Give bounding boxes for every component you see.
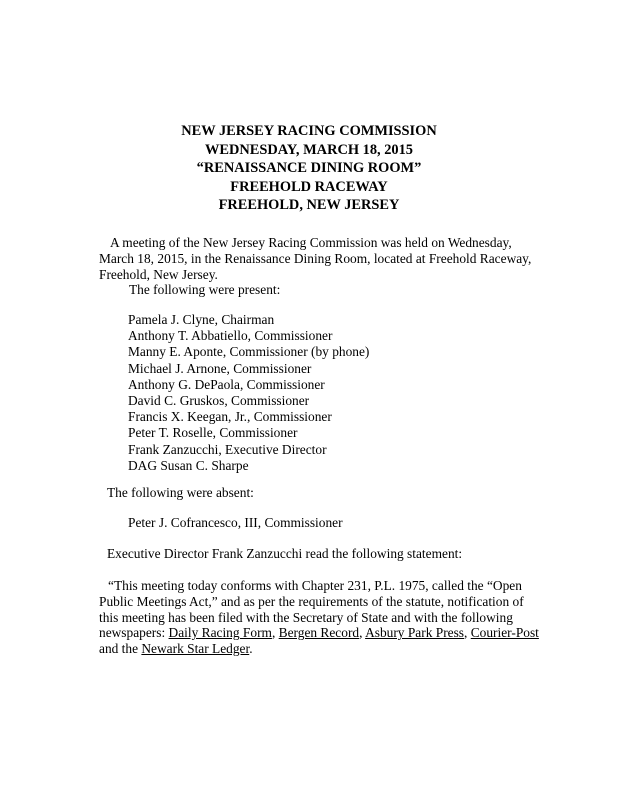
present-member: Anthony T. Abbatiello, Commissioner: [128, 328, 333, 344]
newspaper-asbury-park-press: Asbury Park Press: [365, 625, 465, 641]
newspaper-daily-racing-form: Daily Racing Form: [168, 625, 272, 641]
separator: ,: [464, 625, 471, 641]
present-member: Peter T. Roselle, Commissioner: [128, 425, 298, 441]
absent-member: Peter J. Cofrancesco, III, Commissioner: [128, 515, 343, 530]
statement-intro: Executive Director Frank Zanzucchi read the following statement:: [107, 546, 463, 561]
newspaper-courier-post: Courier-Post: [470, 625, 539, 641]
header-room: “RENAISSANCE DINING ROOM”: [196, 160, 422, 176]
present-member: DAG Susan C. Sharpe: [128, 457, 249, 473]
present-member: Francis X. Keegan, Jr., Commissioner: [128, 409, 332, 425]
present-member: Michael J. Arnone, Commissioner: [128, 360, 312, 376]
statement-text: “This meeting today conforms with Chapter 231, P.L. 1975, called the “Open Public Meetings Act,” and as per the requirements of the statute, notification of this meeting has been filed with the Secretary of State and with the following newspapers:: [99, 578, 524, 641]
separator: and the: [99, 641, 142, 657]
present-list: [128, 312, 369, 474]
period: .: [249, 641, 253, 657]
absent-list: [128, 515, 343, 531]
header-location: FREEHOLD, NEW JERSEY: [218, 197, 400, 213]
present-member: Pamela J. Clyne, Chairman: [128, 312, 275, 327]
header-date: WEDNESDAY, MARCH 18, 2015: [204, 141, 414, 158]
newspaper-bergen-record: Bergen Record: [278, 625, 360, 641]
absent-label: The following were absent:: [107, 485, 254, 500]
separator: ,: [271, 625, 279, 641]
present-member: Manny E. Aponte, Commissioner (by phone): [128, 344, 370, 360]
newspaper-newark-star-ledger: Newark Star Ledger: [141, 641, 250, 657]
header-venue: FREEHOLD RACEWAY: [230, 178, 388, 195]
intro-paragraph: A meeting of the New Jersey Racing Commission was held on Wednesday, March 18, 2015, in the Renaissance Dining Room, located at Freehold Raceway, Freehold, New Jersey.: [99, 235, 532, 282]
statement-paragraph: [99, 578, 544, 657]
separator: ,: [359, 625, 366, 641]
document-header: [0, 122, 618, 215]
present-member: David C. Gruskos, Commissioner: [128, 393, 310, 409]
present-member: Frank Zanzucchi, Executive Director: [128, 441, 327, 457]
present-member: Anthony G. DePaola, Commissioner: [128, 376, 325, 392]
header-organization: NEW JERSEY RACING COMMISSION: [181, 123, 437, 139]
present-label: The following were present:: [129, 282, 281, 297]
